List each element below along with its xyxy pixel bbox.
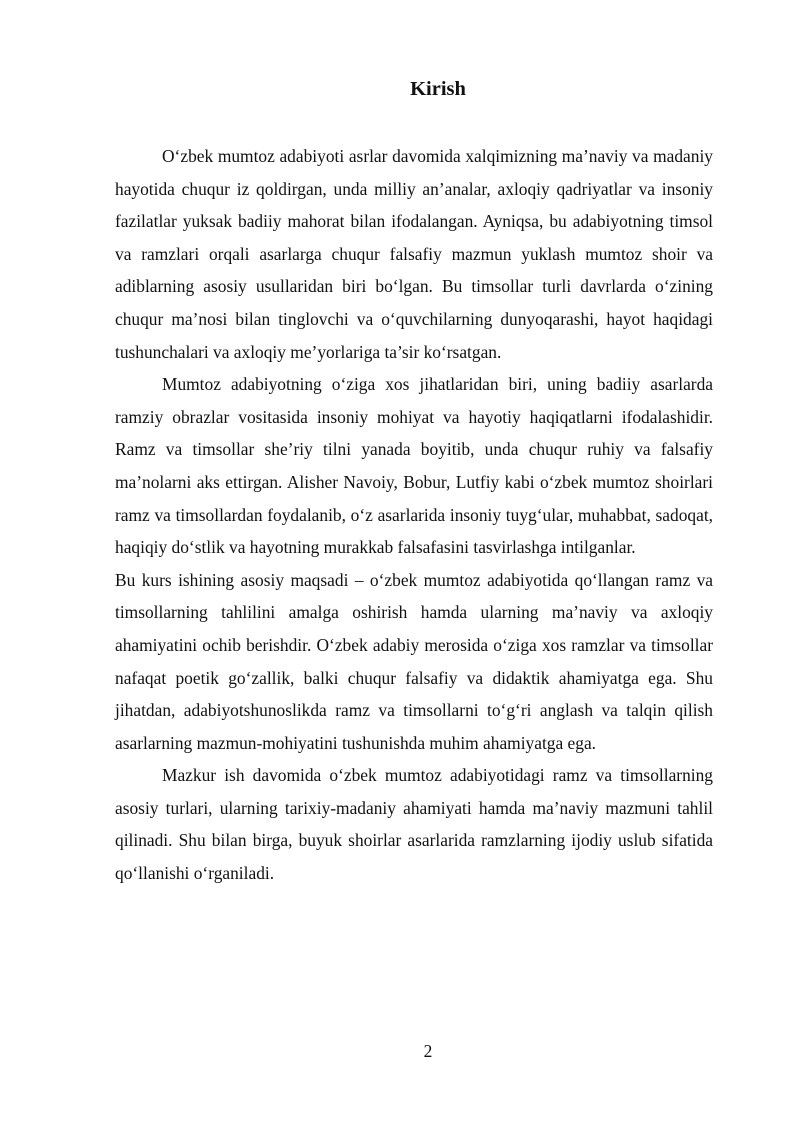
paragraph-classical-features: Mumtoz adabiyotning o‘ziga xos jihatlaridan biri, uning badiiy asarlarda ramziy obrazlar vositasida insoniy mohiyat va hayotiy haqiqatlarni ifodalashidir. Ramz va timsollar she’riy tilni yanada boyitib, unda chuqur ruhiy va falsafiy ma’nolarni aks ettirgan. Alisher Navoiy, Bobur, Lutfiy kabi o‘zbek mumtoz shoirlari ramz va timsollardan foydalanib, o‘z asarlarida insoniy tuyg‘ular, muhabbat, sadoqat, haqiqiy do‘stlik va hayotning murakkab falsafasini tasvirlashga intilganlar. [115, 374, 713, 558]
page-number: 2 [423, 1041, 433, 1061]
paragraph-course-goal: Bu kurs ishining asosiy maqsadi – o‘zbek mumtoz adabiyotida qo‘llangan ramz va timsollarning tahlilini amalga oshirish hamda ularning ma’naviy va axloqiy ahamiyatini ochib berishdir. O‘zbek adabiy merosida o‘ziga xos ramzlar va timsollar nafaqat poetik go‘zallik, balki chuqur falsafiy va didaktik ahamiyatga ega. Shu jihatdan, adabiyotshunoslikda ramz va timsollarni to‘g‘ri anglash va talqin qilish asarlarning mazmun-mohiyatini tushunishda muhim ahamiyatga ega. [115, 569, 713, 753]
document-body [115, 140, 713, 890]
page-title: Kirish [410, 78, 466, 100]
paragraph-introduction: O‘zbek mumtoz adabiyoti asrlar davomida xalqimizning ma’naviy va madaniy hayotida chuqur iz qoldirgan, unda milliy an’analar, axloqiy qadriyatlar va insoniy fazilatlar yuksak badiiy mahorat bilan ifodalangan. Ayniqsa, bu adabiyotning timsol va ramzlari orqali asarlarga chuqur falsafiy mazmun yuklash mumtoz shoir va adiblarning asosiy usullaridan biri bo‘lgan. Bu timsollar turli davrlarda o‘zining chuqur ma’nosi bilan tinglovchi va o‘quvchilarning dunyoqarashi, hayot haqidagi tushunchalari va axloqiy me’yorlariga ta’sir ko‘rsatgan. [115, 146, 713, 362]
paragraph-research-scope: Mazkur ish davomida o‘zbek mumtoz adabiyotidagi ramz va timsollarning asosiy turlari, ularning tarixiy-madaniy ahamiyati hamda ma’naviy mazmuni tahlil qilinadi. Shu bilan birga, buyuk shoirlar asarlarida ramzlarning ijodiy uslub sifatida qo‘llanishi o‘rganiladi. [115, 765, 713, 884]
